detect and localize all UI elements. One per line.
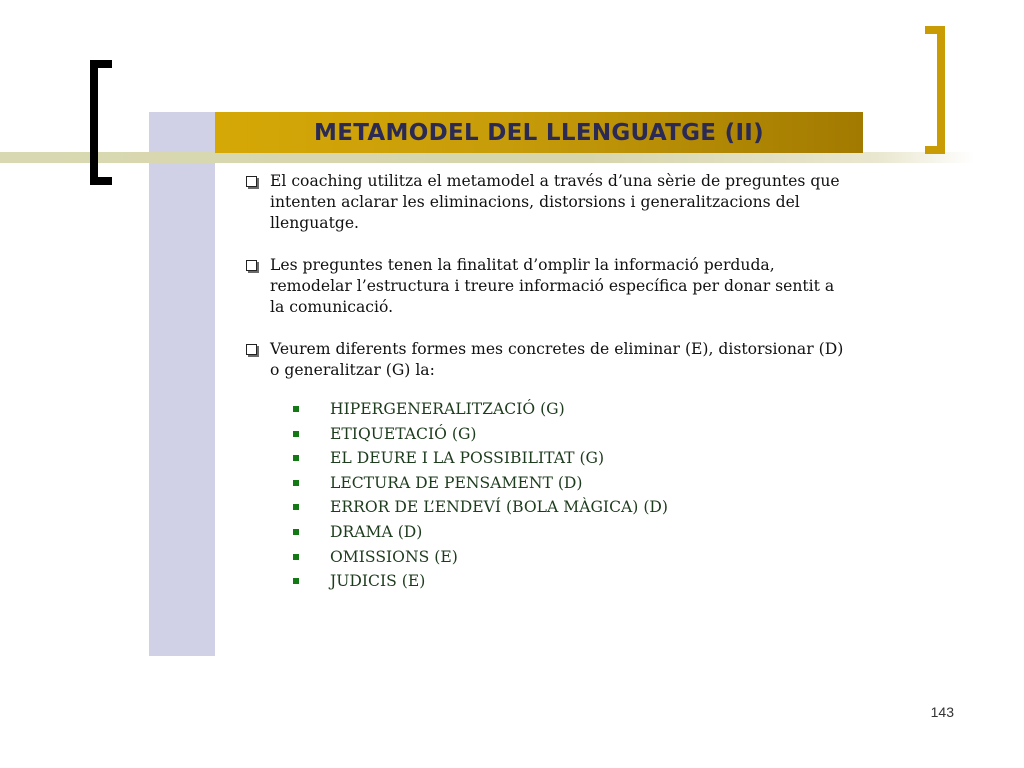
green-square-bullet-icon bbox=[293, 504, 299, 510]
sub-bullet-list bbox=[244, 397, 844, 594]
paragraph-text: Les preguntes tenen la finalitat d’omplir la informació perduda, remodelar l’estructura i treure informació específica per donar sentit a la comunicació. bbox=[270, 256, 835, 316]
list-item bbox=[244, 446, 844, 471]
list-item bbox=[244, 545, 844, 570]
list-item-text: LECTURA DE PENSAMENT (D) bbox=[330, 473, 583, 492]
green-square-bullet-icon bbox=[293, 554, 299, 560]
page-number: 143 bbox=[930, 704, 954, 720]
green-square-bullet-icon bbox=[293, 406, 299, 412]
hollow-square-bullet-icon bbox=[246, 260, 257, 271]
list-item bbox=[244, 422, 844, 447]
left-bracket-icon bbox=[90, 60, 112, 185]
title-bar bbox=[215, 112, 863, 153]
hollow-square-bullet-icon bbox=[246, 344, 257, 355]
green-square-bullet-icon bbox=[293, 455, 299, 461]
slide-title: METAMODEL DEL LLENGUATGE (II) bbox=[314, 119, 764, 146]
list-item-text: JUDICIS (E) bbox=[330, 572, 426, 591]
list-item-text: DRAMA (D) bbox=[330, 522, 423, 541]
list-item bbox=[244, 397, 844, 422]
green-square-bullet-icon bbox=[293, 480, 299, 486]
list-item-text: ERROR DE L’ENDEVÍ (BOLA MÀGICA) (D) bbox=[330, 498, 668, 517]
right-bracket-icon bbox=[925, 26, 945, 154]
paragraph-text: El coaching utilitza el metamodel a través d’una sèrie de preguntes que intenten aclarar les eliminacions, distorsions i generalitzacions del llenguatge. bbox=[270, 172, 840, 232]
left-decorative-strip bbox=[149, 112, 215, 656]
list-item-text: OMISSIONS (E) bbox=[330, 547, 458, 566]
list-item-text: HIPERGENERALITZACIÓ (G) bbox=[330, 400, 565, 418]
list-item bbox=[244, 569, 844, 594]
hollow-square-bullet-icon bbox=[246, 176, 257, 187]
list-item bbox=[244, 495, 844, 520]
slide-content bbox=[244, 171, 844, 594]
paragraph bbox=[244, 171, 844, 234]
green-square-bullet-icon bbox=[293, 578, 299, 584]
green-square-bullet-icon bbox=[293, 431, 299, 437]
paragraph-text: Veurem diferents formes mes concretes de eliminar (E), distorsionar (D) o generalitzar (G) la: bbox=[270, 340, 844, 379]
list-item-text: EL DEURE I LA POSSIBILITAT (G) bbox=[330, 449, 605, 468]
list-item bbox=[244, 471, 844, 496]
list-item bbox=[244, 520, 844, 545]
paragraph bbox=[244, 339, 844, 381]
list-item-text: ETIQUETACIÓ (G) bbox=[330, 424, 477, 443]
green-square-bullet-icon bbox=[293, 529, 299, 535]
horizontal-decorative-line bbox=[0, 152, 975, 163]
paragraph bbox=[244, 255, 844, 318]
